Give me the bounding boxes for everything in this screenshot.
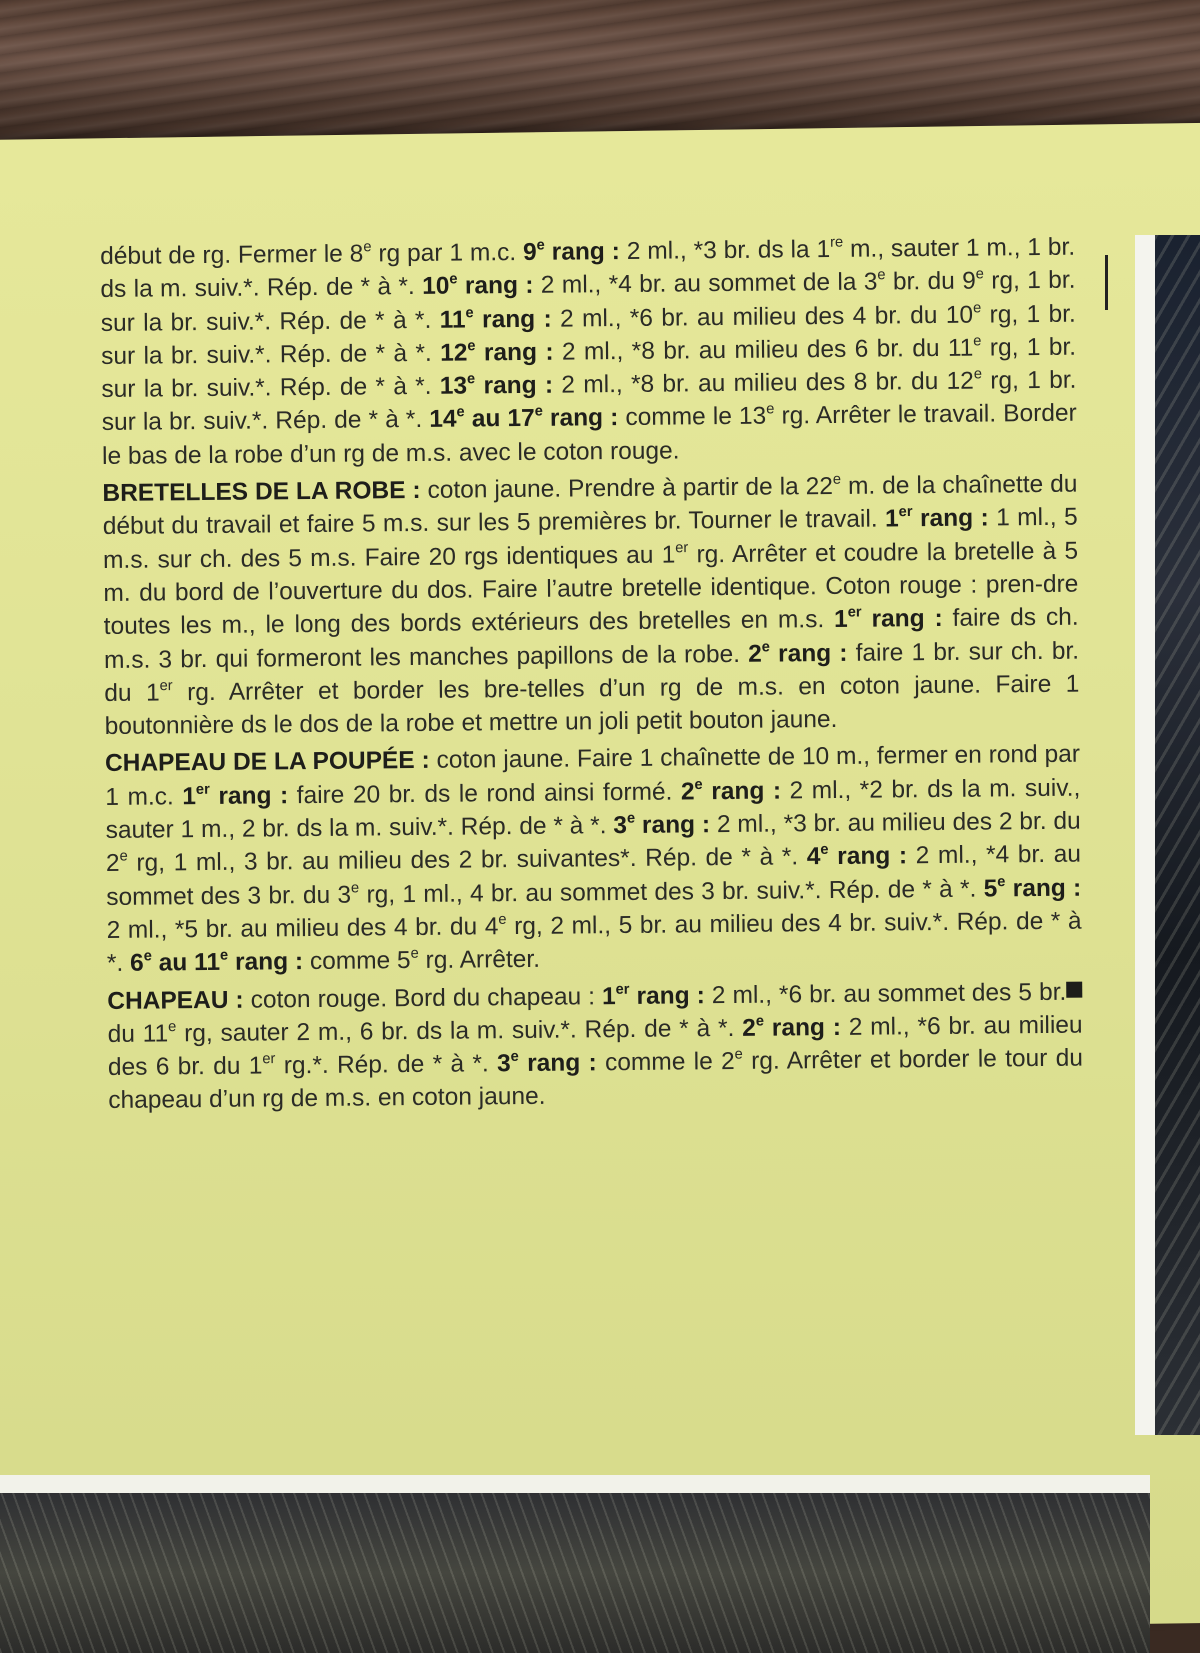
bold-run: 14 (429, 406, 457, 434)
bold-superscript-wrap (820, 843, 828, 870)
bold-run: rang : (542, 404, 619, 433)
bold-superscript-wrap (511, 1050, 519, 1077)
bold-superscript: e (755, 1013, 765, 1030)
text-run: comme le 2 (596, 1048, 735, 1077)
paragraph-chapeau-poupee (105, 738, 1082, 980)
text-run: 2 ml., *3 br. au milieu des 2 br. du 2 (105, 807, 1081, 878)
bold-run: rang : (544, 238, 621, 266)
superscript: e (410, 945, 419, 963)
bold-run: CHAPEAU : (107, 986, 244, 1015)
superscript: e (877, 267, 886, 284)
text-run: 2 ml., *4 br. au sommet des 3 br. du 3 (106, 840, 1082, 911)
bold-run: rang : (769, 639, 848, 668)
bold-run: rang : (457, 272, 534, 300)
bold-run: 1 (182, 782, 197, 810)
bold-superscript: er (195, 781, 210, 798)
text-run: 2 ml., *6 br. au sommet des 5 br. du 11 (107, 978, 1067, 1048)
bold-run: 2 (742, 1014, 756, 1042)
bold-superscript-wrap (762, 640, 770, 667)
bold-run: 1 (833, 606, 848, 634)
pattern-instructions (100, 231, 1083, 1122)
paragraph-robe-fin (100, 231, 1077, 473)
superscript: e (832, 471, 842, 488)
text-run: coton rouge. Bord du chapeau : (243, 982, 603, 1014)
column-rule (1105, 255, 1108, 310)
bold-run: 3 (613, 812, 628, 840)
bold-superscript: e (761, 638, 770, 655)
bold-run: 10 (422, 272, 450, 301)
bold-superscript: e (456, 404, 465, 421)
superscript: e (734, 1046, 743, 1063)
bold-run: rang : (828, 842, 908, 871)
text-run: comme 5 (302, 947, 411, 976)
text-run: rg, 2 ml., 5 br. au milieu des 4 br. suiv.*. Rép. de * à *. (106, 907, 1082, 978)
text-run: 2 ml., *6 br. au milieu des 6 br. du 1 (107, 1011, 1083, 1082)
bold-run: rang : (209, 781, 289, 810)
text-run: 1 ml., 5 m.s. sur ch. des 5 m.s. Faire 20 rgs identiques au 1 (102, 504, 1078, 574)
bold-run: 1 (601, 982, 616, 1010)
bold-superscript: e (510, 1048, 519, 1065)
bold-superscript-wrap (616, 982, 630, 1009)
superscript: er (262, 1051, 276, 1068)
text-run: rg par 1 m.c. (371, 238, 524, 268)
bold-run: rang : (1005, 874, 1082, 902)
photo-bottom-edge (0, 1475, 1150, 1653)
bold-superscript: e (449, 271, 458, 288)
bold-run: 5 (983, 875, 998, 903)
bold-run: rang : (475, 338, 554, 367)
bold-superscript: e (694, 776, 703, 793)
bold-run: 6 (129, 949, 144, 977)
superscript: er (675, 539, 689, 556)
superscript: e (167, 1018, 177, 1035)
superscript: e (973, 366, 983, 383)
bold-run: au 11 (151, 949, 221, 977)
text-run: br. du 9 (885, 267, 976, 296)
bold-superscript: e (997, 873, 1006, 890)
bold-run: BRETELLES DE LA ROBE : (102, 477, 421, 508)
bold-superscript: er (615, 981, 630, 998)
bold-superscript: er (847, 604, 862, 621)
paragraph-bretelles (102, 468, 1080, 744)
photo-right-edge (1135, 235, 1200, 1435)
superscript: re (829, 234, 844, 251)
bold-superscript-wrap (899, 506, 913, 533)
bold-run: 1 (884, 505, 899, 533)
bold-superscript-wrap (848, 606, 862, 633)
text-run: rg, 1 br. sur la br. suiv.*. Rép. de * à *. (100, 300, 1076, 370)
text-run: rg. Arrêter et border le tour du chapeau d’un rg de m.s. en coton jaune. (108, 1044, 1084, 1115)
bold-run: rang : (518, 1049, 597, 1078)
bold-superscript-wrap (467, 373, 475, 400)
text-run: coton jaune. Prendre à partir de la 22 (420, 473, 834, 505)
bold-superscript: e (626, 810, 636, 827)
bold-superscript: e (534, 403, 543, 421)
superscript: e (975, 266, 984, 283)
text-run: 2 ml., *8 br. au milieu des 8 br. du 12 (552, 367, 974, 399)
text-run: rg, 1 ml., 4 br. au sommet des 3 br. suiv.*. Rép. de * à *. (359, 875, 984, 909)
superscript: e (350, 879, 360, 896)
bold-superscript: e (820, 842, 829, 859)
text-run: rg, 1 br. sur la br. suiv.*. Rép. de * à *. (100, 266, 1076, 337)
text-run: 2 ml., *4 br. au sommet de la 3 (533, 268, 878, 300)
bold-run: au 17 (464, 405, 535, 433)
text-run: rg. Arrêter et border les bre-telles d’un rg de m.s. en coton jaune. Faire 1 boutonnière ds le dos de la robe et mettre un joli petit bouton jaune. (104, 670, 1080, 741)
bold-superscript: er (898, 504, 913, 521)
text-run: faire ds ch. m.s. 3 br. qui formeront les manches papillons de la robe. (103, 603, 1079, 674)
bold-superscript-wrap (537, 239, 545, 266)
text-run: coton jaune. Faire 1 chaînette de 10 m., fermer en rond par 1 m.c. (105, 741, 1081, 811)
text-run: 2 ml., *2 br. ds la m. suiv., sauter 1 m., 2 br. ds la m. suiv.*. Rép. de * à *. (105, 774, 1081, 845)
text-run: 2 ml., *8 br. au milieu des 6 br. du 11 (553, 334, 974, 366)
bold-run: 2 (747, 640, 762, 668)
superscript: er (159, 677, 173, 695)
text-run: 2 ml., *3 br. ds la 1 (619, 235, 831, 266)
bold-run: 4 (806, 843, 821, 871)
text-run: 2 ml., *6 br. au milieu des 4 br. du 10 (551, 301, 974, 333)
superscript: e (973, 333, 982, 350)
bold-run: rang : (861, 605, 943, 633)
paragraph-chapeau (107, 975, 1083, 1118)
bold-superscript: e (467, 338, 476, 355)
superscript: e (972, 299, 982, 316)
bold-superscript-wrap (196, 783, 210, 810)
text-run: m., sauter 1 m., 1 br. ds la m. suiv.*. Rép. de * à *. (100, 233, 1076, 304)
bold-run: 13 (439, 372, 468, 400)
bold-superscript: e (143, 948, 152, 965)
bold-run: rang : (228, 948, 304, 977)
bold-run: CHAPEAU DE LA POUPÉE : (104, 747, 430, 778)
superscript: e (363, 239, 372, 256)
text-run: 2 ml., *5 br. au milieu des 4 br. du 4 (106, 913, 499, 944)
superscript: e (498, 911, 507, 928)
text-run: rg.*. Rép. de * à *. (275, 1050, 498, 1080)
bold-superscript-wrap (627, 812, 635, 839)
bold-superscript: e (466, 371, 476, 388)
superscript: e (119, 848, 128, 865)
bold-superscript-wrap (144, 950, 152, 977)
text-run: comme le 13 (618, 403, 767, 432)
text-run: m. de la chaînette du début du travail et faire 5 m.s. sur les 5 premières br. Tourner le travail. (102, 470, 1078, 541)
bold-run: rang : (473, 305, 552, 334)
bold-run: rang : (629, 981, 705, 1010)
text-run: rg, 1 br. sur la br. suiv.*. Rép. de * à *. (101, 333, 1077, 404)
text-run: faire 1 br. sur ch. br. du 1 (104, 637, 1080, 707)
text-run: rg. Arrêter le travail. Border le bas de la robe d’un rg de m.s. avec le coton rouge. (101, 400, 1077, 470)
bold-superscript-wrap (456, 406, 464, 433)
bold-run: 2 (680, 778, 695, 806)
bold-run: rang : (635, 811, 711, 839)
bold-run: 12 (440, 339, 468, 367)
bold-run: rang : (475, 371, 554, 400)
superscript: e (766, 401, 775, 418)
bold-superscript: e (219, 947, 229, 964)
text-run: rg, 1 br. sur la br. suiv.*. Rép. de * à *. (101, 366, 1077, 437)
text-run: rg, 1 ml., 3 br. au milieu des 2 br. suivantes*. Rép. de * à *. (127, 843, 807, 878)
text-run: faire 20 br. ds le rond ainsi formé. (288, 778, 682, 809)
text-run: début de rg. Fermer le 8 (100, 240, 364, 270)
text-run: rg. Arrêter et coudre la bretelle à 5 m. du bord de l’ouverture du dos. Faire l’autre bretelle identique. Coton rouge : pren-dre toutes les m., le long des bords extérieurs des bretelles en m.s. (103, 537, 1079, 641)
end-of-article-square-icon (1066, 981, 1082, 997)
bold-run: rang : (702, 777, 782, 805)
bold-superscript-wrap (465, 306, 473, 333)
bold-superscript: e (465, 304, 474, 321)
bold-run: rang : (763, 1013, 842, 1042)
bold-run: rang : (912, 504, 989, 533)
text-run: rg, sauter 2 m., 6 br. ds la m. suiv.*. Rép. de * à *. (176, 1014, 743, 1048)
bold-run: 11 (439, 306, 466, 334)
text-run: rg. Arrêter. (418, 946, 541, 975)
bold-run: 3 (496, 1050, 511, 1078)
bold-superscript: e (536, 237, 545, 254)
bold-run: 9 (522, 238, 537, 266)
